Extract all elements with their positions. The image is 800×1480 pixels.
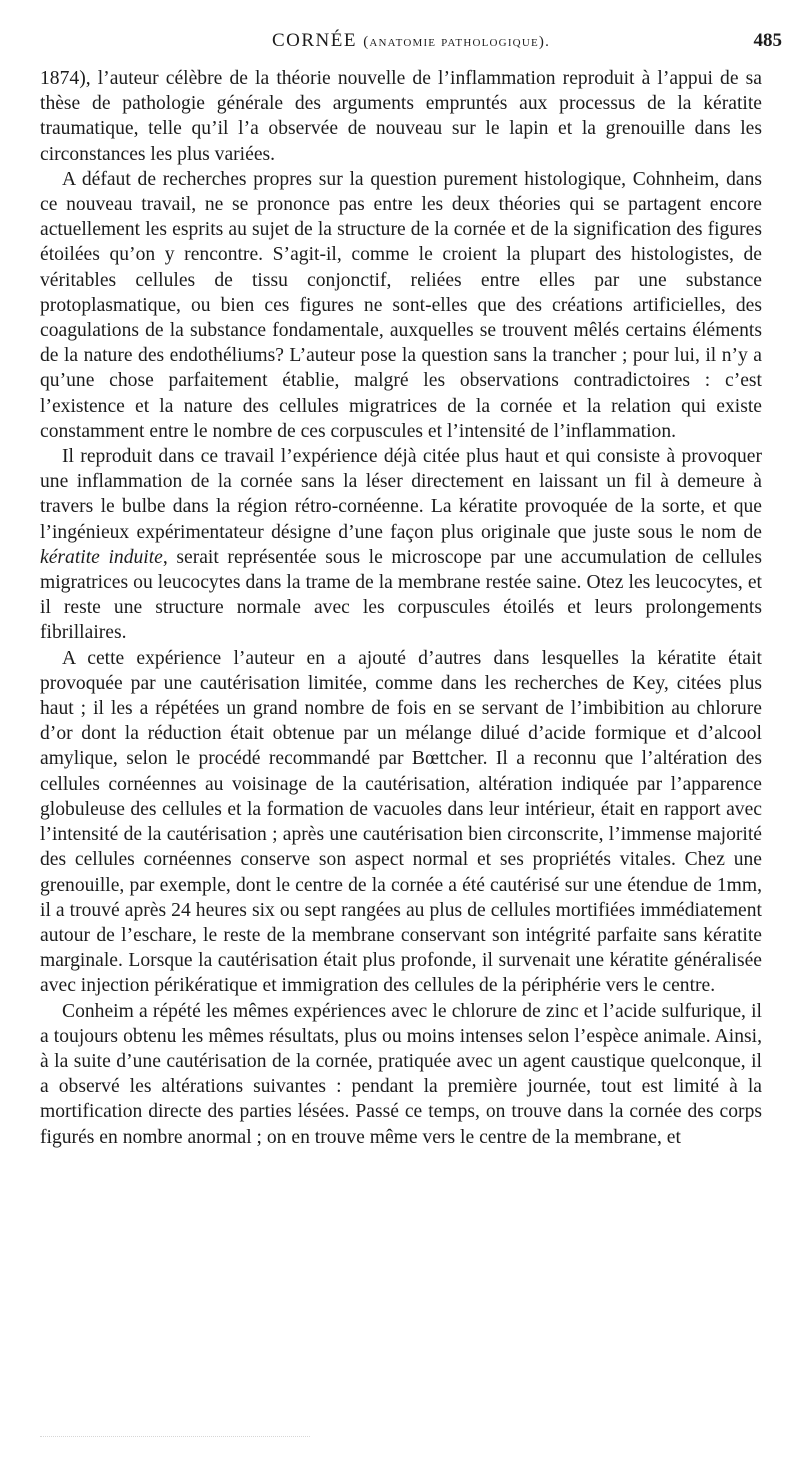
page-header (40, 30, 782, 62)
paragraph-5: Conheim a répété les mêmes expériences avec le chlorure de zinc et l’acide sulfurique, il a toujours obtenu les mêmes résultats, plus ou moins intenses selon l’espèce animale. Ainsi, à la suite d’une cautérisation de la cornée, pratiquée avec un agent caustique quelconque, il a observé les altérations suivantes : pendant la première journée, tout est limité à la mortification directe des parties lésées. Passé ce temps, on trouve dans la cornée des corps figurés en nombre anormal ; on en trouve même vers le centre de la membrane, et (40, 1000, 762, 1148)
body-text (40, 66, 762, 1150)
paragraph-1: 1874), l’auteur célèbre de la théorie nouvelle de l’inflammation reproduit à l’appui de sa thèse de pathologie générale des arguments empruntés aux processus de la kératite traumatique, telle qu’il l’a observée de nouveau sur le lapin et la grenouille dans les circonstances les plus variées. (40, 68, 762, 165)
paragraph-2: A défaut de recherches propres sur la question purement histologique, Cohnheim, dans ce nouveau travail, ne se prononce pas entre les deux théories qui se partagent encore actuellement les esprits au sujet de la structure de la cornée et de la signification des figures étoilées qu’on y rencontre. S’agit-il, comme le croient la plupart des histologistes, de véritables cellules de tissu conjonctif, reliées entre elles par une substance protoplasmatique, ou bien ces figures ne sont-elles que des créations artificielles, des coagulations de la substance fondamentale, auxquelles se trouvent mêlés certains éléments de la nature des endothéliums? L’auteur pose la question sans la trancher ; pour lui, il n’y a qu’une chose parfaitement établie, malgré les observations contradictoires : c’est l’existence et la nature des cellules migratrices de la cornée et la relation qui existe constamment entre le nombre de ces corpuscules et l’intensité de l’inflammation. (40, 168, 762, 442)
running-title-sub: (anatomie pathologique). (363, 34, 551, 50)
page-number: 485 (753, 30, 782, 51)
running-title (40, 30, 782, 52)
paragraph-4: A cette expérience l’auteur en a ajouté d’autres dans lesquelles la kératite était provoquée par une cautérisation limitée, comme dans les recherches de Key, citées plus haut ; il les a répétées un grand nombre de fois en se servant de l’imbibition au chlorure d’or dont la réduction était obtenue par un mélange dilué d’acide formique et d’alcool amylique, selon le procédé recommandé par Bœttcher. Il a reconnu que l’altération des cellules cornéennes au voisinage de la cautérisation, altération indiquée par l’apparence globuleuse des cellules et la formation de vacuoles dans leur intérieur, était en rapport avec l’intensité de la cautérisation ; après une cautérisation bien circonscrite, l’immense majorité des cellules cornéennes conserve son aspect normal et ses propriétés vitales. Chez une grenouille, par exemple, dont le centre de la cornée a été cautérisé sur une étendue de 1mm, il a trouvé après 24 heures six ou sept rangées au plus de cellules mortifiées immédiatement autour de l’eschare, le reste de la membrane conservant son intégrité parfaite sans kératite marginale. Lorsque la cautérisation était plus profonde, il survenait une kératite généralisée avec injection périkératique et immigration des cellules de la périphérie vers le centre. (40, 647, 762, 997)
paragraph-3-text-after: , serait représentée sous le microscope par une accumulation de cellules migratrices ou leucocytes dans la trame de la membrane restée saine. Otez les leucocytes, et il reste une structure normale avec les corpuscules étoilés et leurs prolongements fibrillaires. (40, 546, 762, 644)
paragraph-3-emphasis: kératite induite (40, 546, 163, 568)
running-title-main: CORNÉE (271, 30, 357, 51)
page-footer-marks (40, 1436, 310, 1441)
paragraph-3-text-before: Il reproduit dans ce travail l’expérience déjà citée plus haut et qui consiste à provoquer une inflammation de la cornée sans la léser directement en laissant un fil à demeure à travers le bulbe dans la région rétro-cornéenne. La kératite provoquée de la sorte, et que l’ingénieux expérimentateur désigne d’une façon plus originale que juste sous le nom de (40, 446, 762, 543)
paragraph-3 (40, 444, 762, 646)
